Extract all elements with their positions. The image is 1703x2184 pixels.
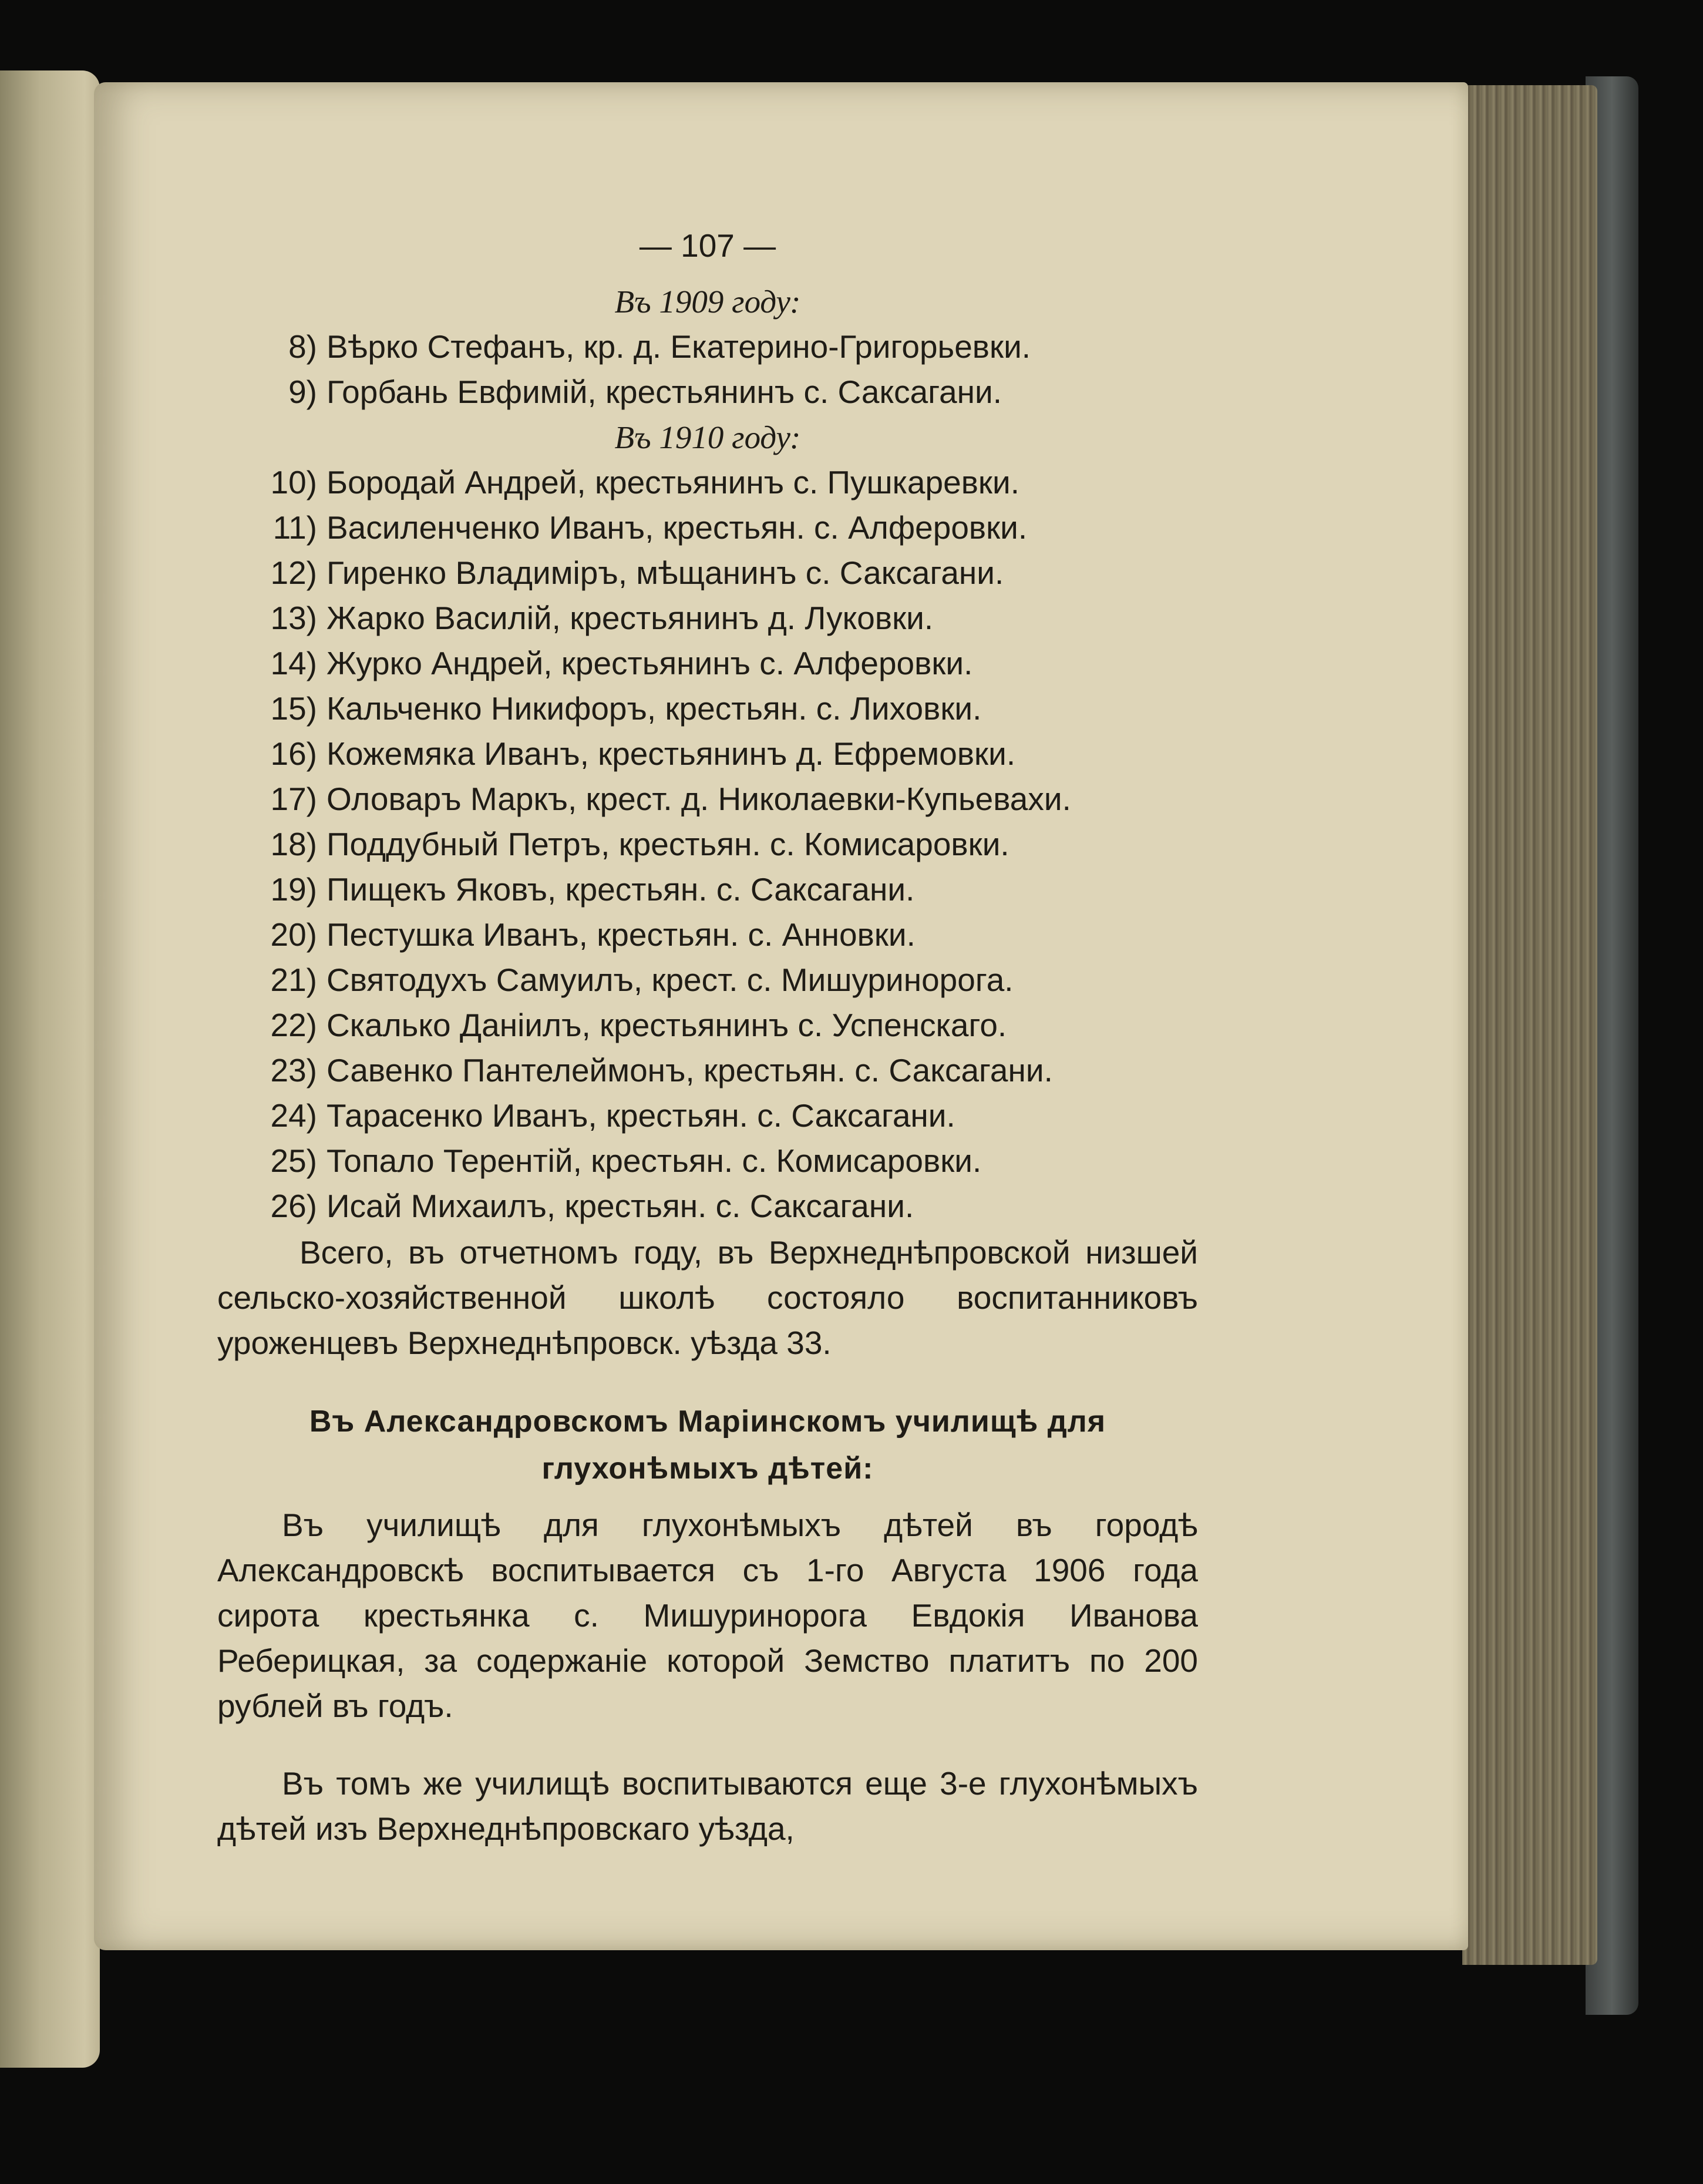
page-number: — 107 — — [639, 227, 776, 264]
entry-text: Василенченко Иванъ, крестьян. с. Алферовки. — [327, 509, 1028, 546]
entry-text: Савенко Пантелеймонъ, крестьян. с. Саксагани. — [327, 1052, 1053, 1088]
list-item — [217, 460, 1198, 505]
entry-text: Исай Михаилъ, крестьян. с. Саксагани. — [327, 1188, 914, 1224]
list-item — [217, 777, 1198, 822]
entry-number: 23) — [270, 1052, 317, 1088]
list-item — [217, 1184, 1198, 1229]
entry-number: 16) — [270, 735, 317, 772]
entry-text: Жарко Василій, крестьянинъ д. Луковки. — [327, 600, 934, 636]
list-item — [217, 550, 1198, 596]
list-item — [217, 1093, 1198, 1138]
entry-text: Тарасенко Иванъ, крестьян. с. Саксагани. — [327, 1097, 955, 1134]
entry-number: 11) — [272, 509, 317, 546]
year-heading-1909: Въ 1909 году: — [614, 284, 801, 320]
entry-number: 17) — [270, 781, 317, 817]
entry-number: 18) — [270, 826, 317, 862]
entry-text: Святодухъ Самуилъ, крест. с. Мишуринорога. — [327, 962, 1014, 998]
entry-text: Журко Андрей, крестьянинъ с. Алферовки. — [327, 645, 973, 681]
total-paragraph: Всего, въ отчетномъ году, въ Верхнеднѣпровской низшей сельско-хозяйственной школѣ состояло воспитанниковъ уроженцевъ Верхнеднѣпровск. уѣзда 33. — [217, 1234, 1198, 1361]
entry-text: Топало Терентій, крестьян. с. Комисаровки. — [327, 1143, 982, 1179]
entry-number: 22) — [270, 1007, 317, 1043]
entry-text: Горбань Евфимій, крестьянинъ с. Саксагани. — [327, 374, 1002, 410]
entry-text: Поддубный Петръ, крестьян. с. Комисаровки. — [327, 826, 1009, 862]
entry-number: 9) — [288, 374, 317, 410]
entry-text: Вѣрко Стефанъ, кр. д. Екатерино-Григорьевки. — [327, 328, 1031, 365]
list-item — [217, 822, 1198, 867]
entry-text: Оловаръ Маркъ, крест. д. Николаевки-Купьевахи. — [327, 781, 1071, 817]
list-item — [217, 686, 1198, 731]
list-item — [217, 912, 1198, 957]
entries-1910 — [217, 460, 1198, 1229]
list-item — [217, 1048, 1198, 1093]
entry-number: 15) — [270, 690, 317, 727]
entry-number: 14) — [270, 645, 317, 681]
entry-text: Скалько Даніилъ, крестьянинъ с. Успенскаго. — [327, 1007, 1007, 1043]
entry-text: Кальченко Никифоръ, крестьян. с. Лиховки. — [327, 690, 982, 727]
list-item — [217, 957, 1198, 1003]
section-heading: Въ Александровскомъ Маріинскомъ училищѣ для глухонѣмыхъ дѣтей: — [309, 1405, 1106, 1486]
entry-number: 10) — [270, 464, 317, 500]
entry-number: 21) — [270, 962, 317, 998]
entry-number: 19) — [270, 871, 317, 908]
list-item — [217, 369, 1198, 415]
paragraph-1: Въ училищѣ для глухонѣмыхъ дѣтей въ городѣ Александровскѣ воспитывается съ 1-го Августа 1906 года сирота крестьянка с. Мишуринорога Евдокія Иванова Реберицкая, за содержаніе которой Земство платитъ по 200 рублей въ годъ. — [217, 1507, 1198, 1724]
entry-number: 26) — [270, 1188, 317, 1224]
entry-number: 20) — [270, 916, 317, 953]
page-text — [217, 223, 1198, 1884]
list-item — [217, 596, 1198, 641]
list-item — [217, 324, 1198, 369]
list-item — [217, 505, 1198, 550]
list-item — [217, 1003, 1198, 1048]
page-edges — [1462, 85, 1597, 1965]
entry-text: Пищекъ Яковъ, крестьян. с. Саксагани. — [327, 871, 915, 908]
list-item — [217, 1138, 1198, 1184]
entry-text: Бородай Андрей, крестьянинъ с. Пушкаревки. — [327, 464, 1019, 500]
entry-number: 25) — [270, 1143, 317, 1179]
facing-page-edge — [0, 70, 100, 2068]
list-item — [217, 867, 1198, 912]
entry-number: 24) — [270, 1097, 317, 1134]
entry-number: 12) — [270, 555, 317, 591]
year-heading-1910: Въ 1910 году: — [614, 419, 801, 455]
entry-text: Кожемяка Иванъ, крестьянинъ д. Ефремовки. — [327, 735, 1016, 772]
entries-1909 — [217, 324, 1198, 415]
entry-text: Гиренко Владиміръ, мѣщанинъ с. Саксагани. — [327, 555, 1004, 591]
paragraph-2: Въ томъ же училищѣ воспитываются еще 3-е глухонѣмыхъ дѣтей изъ Верхнеднѣпровскаго уѣзда, — [217, 1765, 1198, 1847]
list-item — [217, 641, 1198, 686]
entry-number: 13) — [270, 600, 317, 636]
entry-text: Пестушка Иванъ, крестьян. с. Анновки. — [327, 916, 916, 953]
entry-number: 8) — [288, 328, 317, 365]
list-item — [217, 731, 1198, 777]
